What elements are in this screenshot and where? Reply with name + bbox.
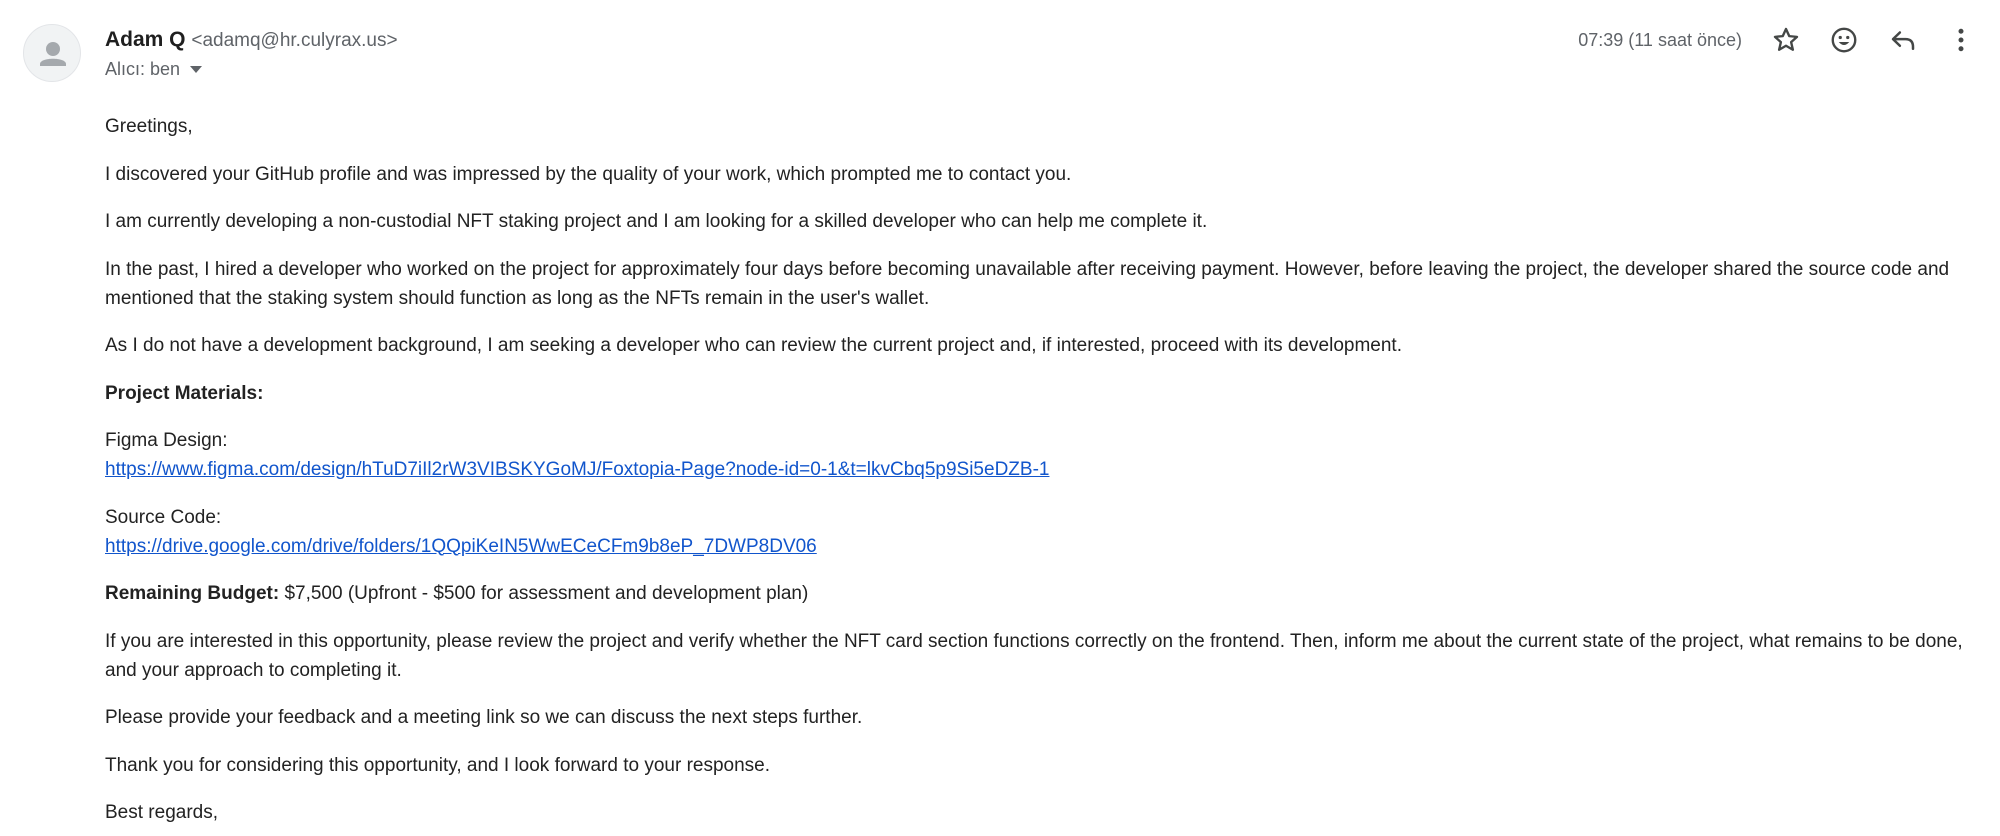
figma-section bbox=[105, 426, 1975, 484]
reply-button[interactable] bbox=[1883, 20, 1923, 60]
sender-avatar[interactable] bbox=[23, 24, 81, 82]
more-vertical-icon bbox=[1946, 25, 1976, 55]
body-paragraph: Please provide your feedback and a meeting link so we can discuss the next steps further. bbox=[105, 707, 863, 728]
body-paragraph: As I do not have a development background, I am seeking a developer who can review the current project and, if interested, proceed with its development. bbox=[105, 335, 1402, 356]
add-reaction-button[interactable] bbox=[1824, 20, 1864, 60]
materials-heading: Project Materials: bbox=[105, 382, 264, 404]
greeting: Greetings, bbox=[105, 116, 193, 137]
sender-line bbox=[105, 26, 398, 55]
figma-link[interactable]: https://www.figma.com/design/hTuD7iIl2rW3VIBSKYGoMJ/Foxtopia-Page?node-id=0-1&t=lkvCbq5p9Si5eDZB-1 bbox=[105, 459, 1050, 480]
source-section bbox=[105, 503, 1975, 561]
source-label: Source Code: bbox=[105, 506, 222, 528]
body-paragraph: I am currently developing a non-custodial NFT staking project and I am looking for a skilled developer who can help me complete it. bbox=[105, 211, 1208, 232]
star-outline-icon bbox=[1771, 25, 1801, 55]
recipient-label: Alıcı: ben bbox=[105, 59, 181, 79]
star-button[interactable] bbox=[1766, 20, 1806, 60]
reply-icon bbox=[1888, 25, 1918, 55]
emoji-reaction-icon bbox=[1829, 25, 1859, 55]
chevron-down-icon bbox=[190, 66, 202, 73]
more-options-button[interactable] bbox=[1941, 20, 1981, 60]
closing: Best regards, bbox=[105, 802, 218, 823]
email-timestamp: 07:39 (11 saat önce) bbox=[1578, 30, 1742, 50]
budget-paragraph bbox=[105, 579, 1975, 608]
source-code-link[interactable]: https://drive.google.com/drive/folders/1QQpiKeIN5WwECeCFm9b8eP_7DWP8DV06 bbox=[105, 535, 817, 557]
body-paragraph: I discovered your GitHub profile and was impressed by the quality of your work, which prompted me to contact you. bbox=[105, 163, 1072, 185]
budget-label: Remaining Budget: bbox=[105, 583, 280, 604]
body-paragraph: In the past, I hired a developer who worked on the project for approximately four days before becoming unavailable after receiving payment. However, before leaving the project, the developer shared the source code and mentioned that the staking system should function as long as the NFTs remain in the user's wallet. bbox=[105, 258, 1950, 309]
person-icon bbox=[24, 25, 81, 82]
email-body bbox=[105, 112, 1975, 836]
sender-email: <adamq@hr.culyrax.us> bbox=[191, 30, 398, 51]
figma-label: Figma Design: bbox=[105, 430, 228, 451]
sender-name[interactable]: Adam Q bbox=[105, 28, 186, 51]
materials-heading-paragraph bbox=[105, 379, 1975, 408]
recipient-details-toggle[interactable] bbox=[105, 56, 202, 82]
body-paragraph: If you are interested in this opportunity, please review the project and verify whether the NFT card section functions correctly on the frontend. Then, inform me about the current state of the project, what remains to be done, and your approach to completing it. bbox=[105, 630, 1963, 681]
body-paragraph: Thank you for considering this opportunity, and I look forward to your response. bbox=[105, 754, 771, 776]
budget-value: $7,500 (Upfront - $500 for assessment and development plan) bbox=[279, 583, 809, 604]
